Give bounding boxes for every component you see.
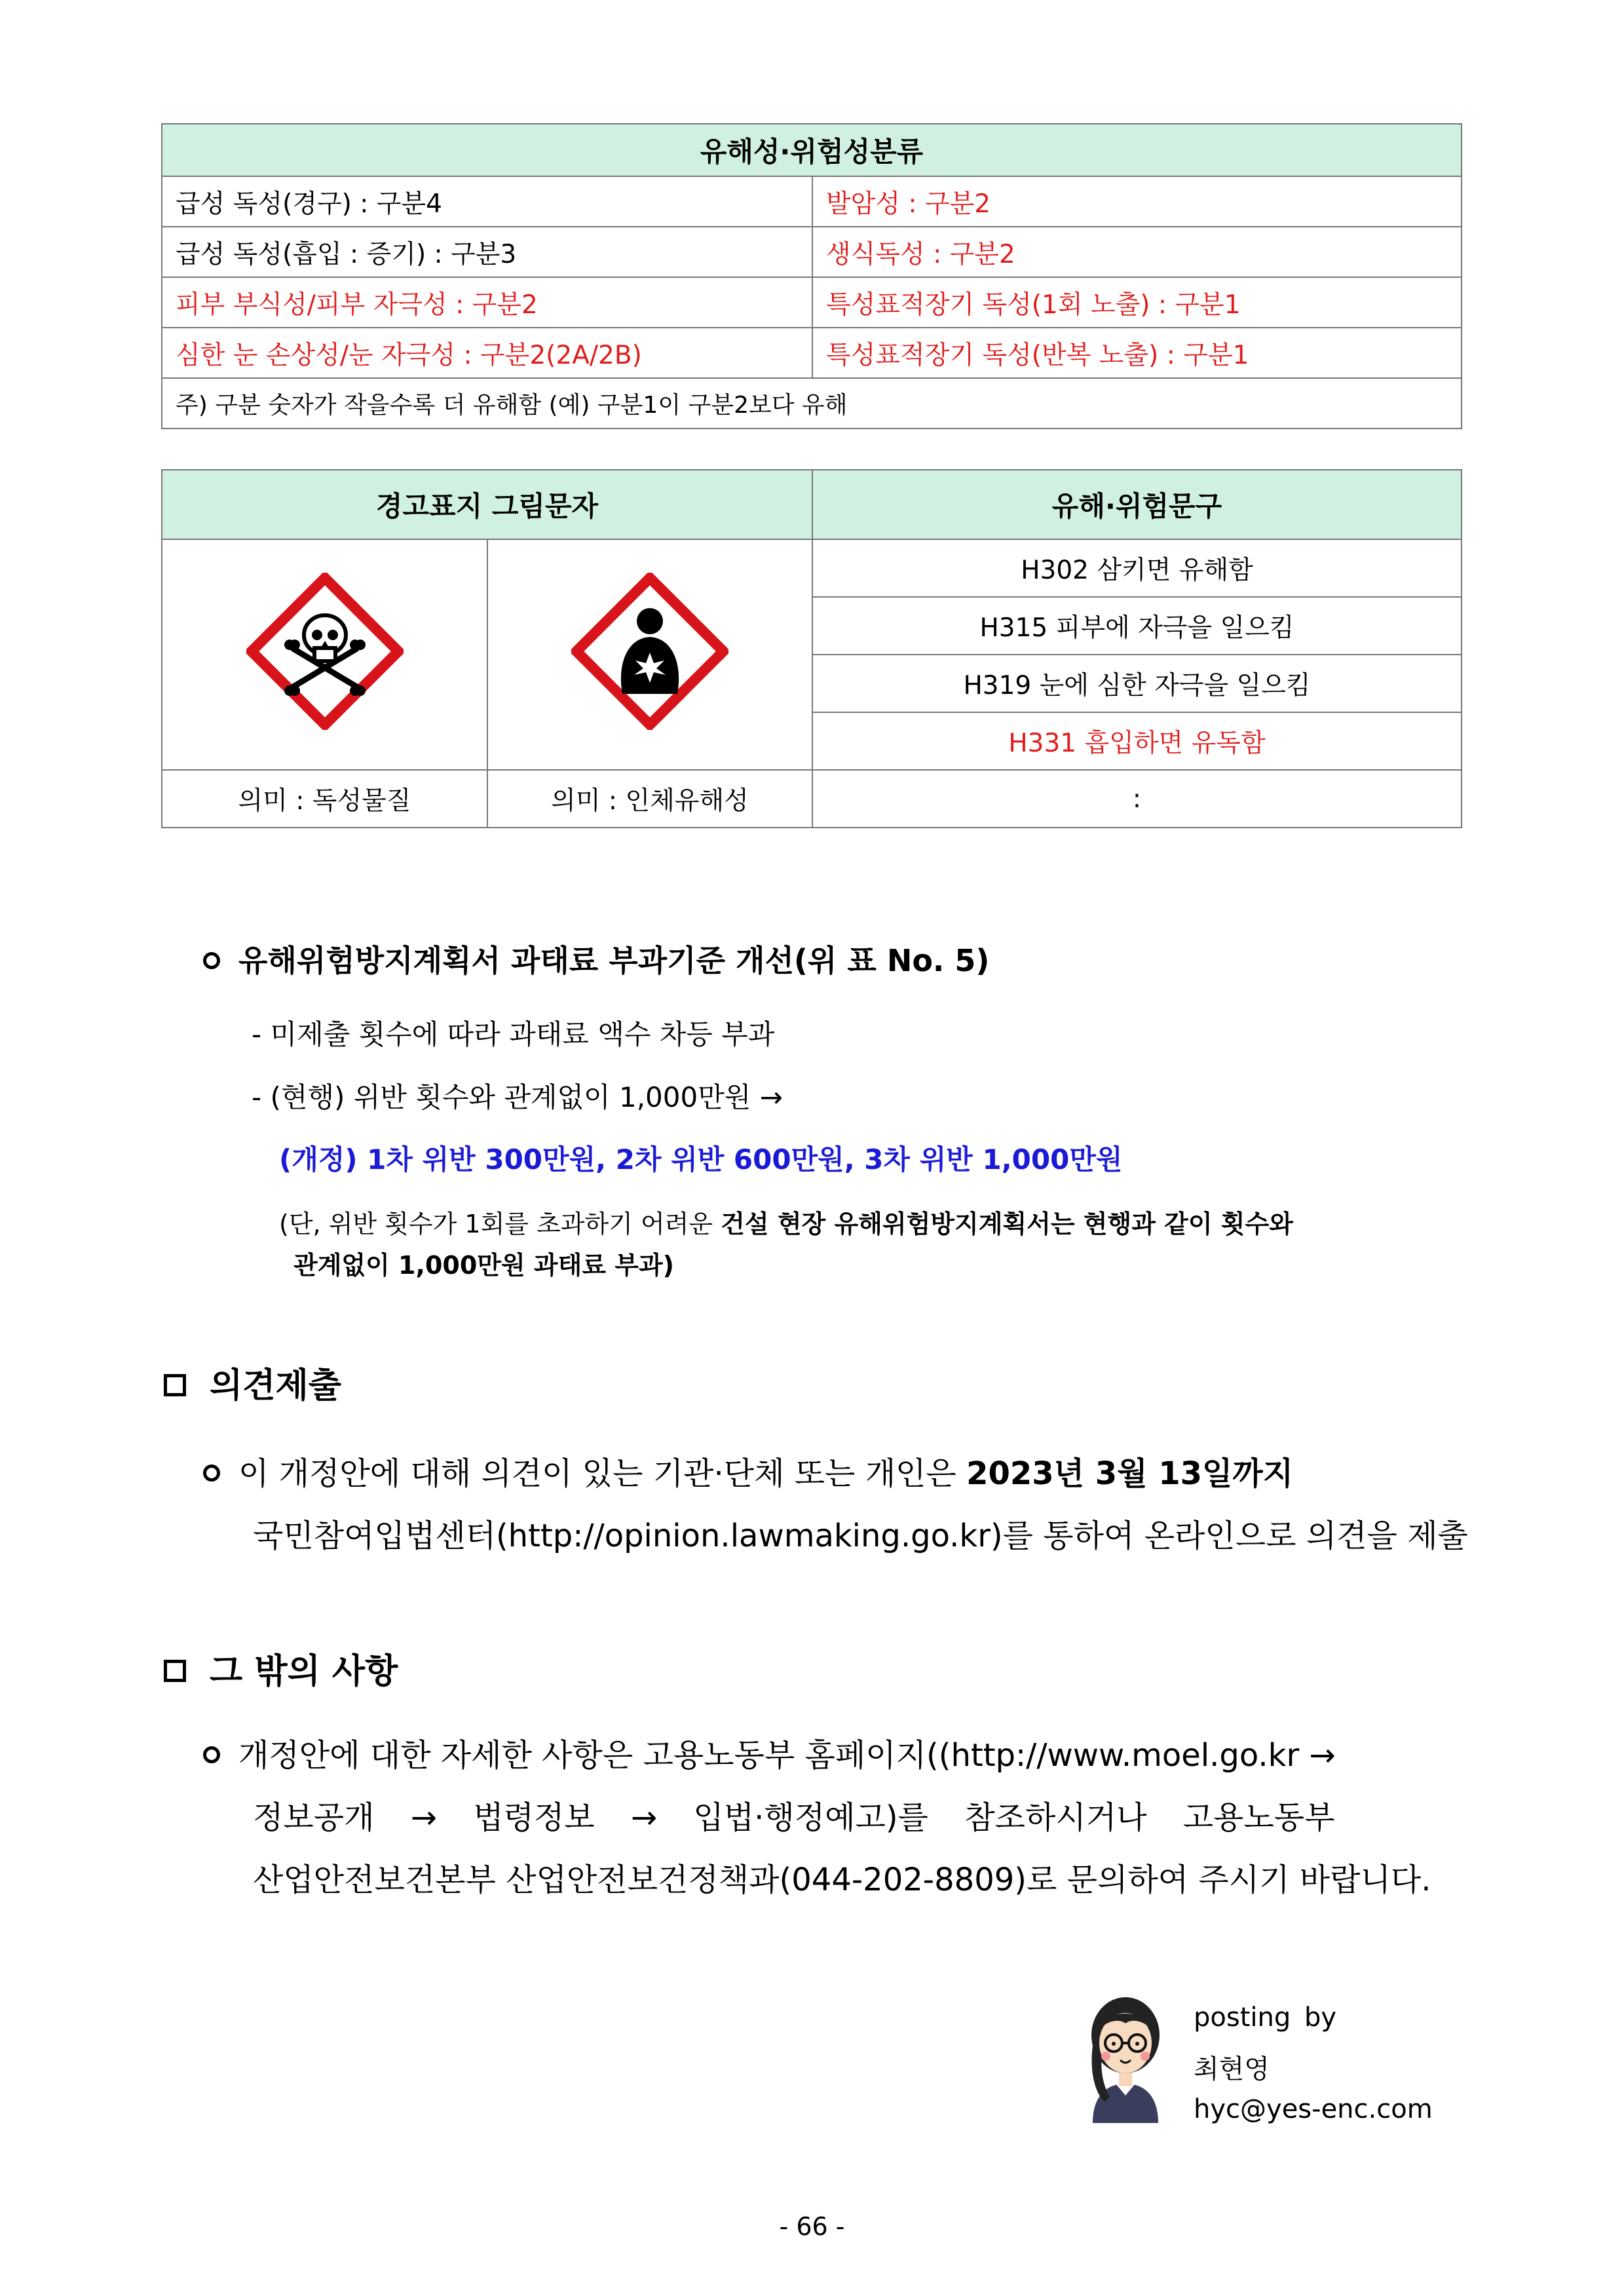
square-bullet-icon xyxy=(164,1660,186,1682)
classification-note: 주) 구분 숫자가 작을수록 더 유해함 (예) 구분1이 구분2보다 유해 xyxy=(162,378,1462,429)
classification-cell: 피부 부식성/피부 자극성 : 구분2 xyxy=(162,277,812,328)
signature-email: hyc@yes-enc.com xyxy=(1194,2094,1433,2124)
opinion-heading: 의견제출 xyxy=(164,1358,341,1407)
opinion-line-1: 이 개정안에 대해 의견이 있는 기관·단체 또는 개인은 2023년 3월 13일까지 xyxy=(203,1448,1293,1493)
page-number: - 66 - xyxy=(779,2212,845,2241)
skull-crossbones-icon xyxy=(246,573,404,730)
other-heading: 그 밖의 사항 xyxy=(164,1643,398,1693)
classification-title: 유해성·위험성분류 xyxy=(162,124,1462,176)
pictogram-meaning: 의미 : 인체유해성 xyxy=(487,770,812,828)
hazard-statement: H315 피부에 자극을 일으킴 xyxy=(812,597,1462,655)
classification-cell: 급성 독성(경구) : 구분4 xyxy=(162,176,812,227)
hazard-statement: H319 눈에 심한 자극을 일으킴 xyxy=(812,655,1462,712)
hazard-statement: H331 흡입하면 유독함 xyxy=(812,712,1462,770)
classification-cell: 급성 독성(흡입 : 증기) : 구분3 xyxy=(162,227,812,277)
penalty-line-2: - (현행) 위반 횟수와 관계없이 1,000만원 → xyxy=(252,1081,783,1113)
circle-bullet-icon xyxy=(203,1746,220,1763)
penalty-revision: (개정) 1차 위반 300만원, 2차 위반 600만원, 3차 위반 1,000만원 xyxy=(279,1143,1123,1176)
pictogram-cell-health xyxy=(487,539,812,770)
hazard-statement: H302 삼키면 유해함 xyxy=(812,539,1462,597)
hazard-statement-header: 유해·위험문구 xyxy=(812,470,1462,539)
classification-cell: 특성표적장기 독성(반복 노출) : 구분1 xyxy=(812,328,1462,378)
penalty-heading: 유해위험방지계획서 과태료 부과기준 개선(위 표 No. 5) xyxy=(203,937,989,980)
author-avatar xyxy=(1080,1992,1171,2123)
circle-bullet-icon xyxy=(203,952,220,969)
classification-cell: 생식독성 : 구분2 xyxy=(812,227,1462,277)
pictogram-header: 경고표지 그림문자 xyxy=(162,470,812,539)
penalty-note: (단, 위반 횟수가 1회를 초과하기 어려운 건설 현장 유해위험방지계획서는 현행과 같이 횟수와 xyxy=(279,1210,1293,1238)
circle-bullet-icon xyxy=(203,1464,220,1482)
opinion-line-2: 국민참여입법센터(http://opinion.lawmaking.go.kr)를 통하여 온라인으로 의견을 제출 xyxy=(253,1518,1468,1554)
pictogram-table xyxy=(161,469,1462,828)
other-line-2: 정보공개 → 법령정보 → 입법·행정예고)를 참조하시거나 고용노동부 xyxy=(253,1799,1335,1836)
square-bullet-icon xyxy=(164,1374,186,1396)
signature-name: 최현영 xyxy=(1194,2054,1270,2084)
penalty-line-1: - 미제출 횟수에 따라 과태료 액수 차등 부과 xyxy=(252,1018,775,1050)
other-line-3: 산업안전보건본부 산업안전보건정책과(044-202-8809)로 문의하여 주시기 바랍니다. xyxy=(253,1862,1431,1898)
health-hazard-icon xyxy=(571,573,728,730)
signature-posting: posting by xyxy=(1194,2002,1337,2033)
classification-cell: 심한 눈 손상성/눈 자극성 : 구분2(2A/2B) xyxy=(162,328,812,378)
classification-cell: 특성표적장기 독성(1회 노출) : 구분1 xyxy=(812,277,1462,328)
penalty-note-line-2: 관계없이 1,000만원 과태료 부과) xyxy=(293,1251,675,1280)
other-line-1: 개정안에 대한 자세한 사항은 고용노동부 홈페이지((http://www.moel.go.kr → xyxy=(203,1730,1336,1775)
classification-cell: 발암성 : 구분2 xyxy=(812,176,1462,227)
classification-table xyxy=(161,123,1462,429)
pictogram-cell-toxic xyxy=(162,539,487,770)
hazard-last-cell: : xyxy=(812,770,1462,828)
pictogram-meaning: 의미 : 독성물질 xyxy=(162,770,487,828)
